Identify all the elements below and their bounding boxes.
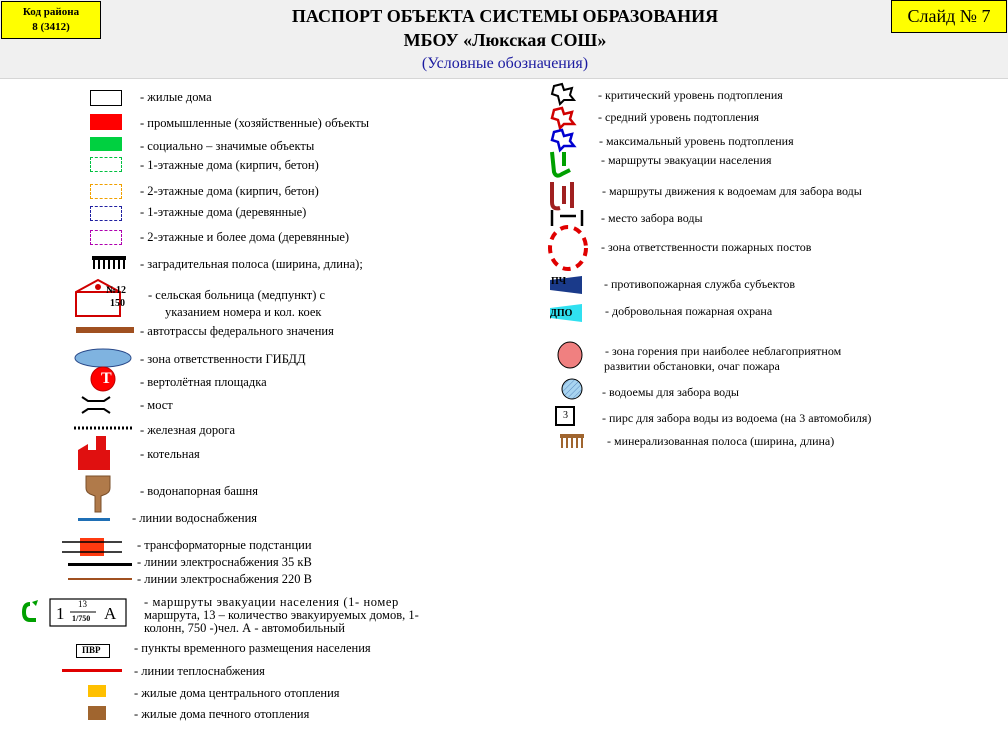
legend-label-burning-zone: - зона горения при наиболее неблагоприятном bbox=[605, 344, 842, 358]
legend-label-wood-2floor: - 2-этажные и более дома (деревянные) bbox=[140, 230, 350, 244]
flood-critical-icon bbox=[550, 82, 576, 106]
stove-heating-icon bbox=[88, 706, 106, 720]
central-heating-icon bbox=[88, 685, 106, 697]
purple-dashed-rect-icon bbox=[90, 230, 122, 245]
railway-icon bbox=[74, 426, 134, 430]
water-line-icon bbox=[78, 518, 110, 521]
legend-label-evacuation-3: колонн, 750 -)чел. А - автомобильный bbox=[144, 621, 345, 635]
legend-label-evacuation-2: маршрута, 13 – количество эвакуируемых домов, 1- bbox=[144, 608, 419, 622]
legend-label-railway: - железная дорога bbox=[140, 423, 236, 437]
legend-label-pier: - пирс для забора воды из водоема (на 3 автомобиля) bbox=[602, 411, 872, 425]
page-caption: (Условные обозначения) bbox=[421, 55, 589, 72]
legend-label-pvr: - пункты временного размещения населения bbox=[134, 641, 371, 655]
barrier-strip-icon bbox=[92, 256, 126, 270]
legend-label-volunteer-fire: - добровольная пожарная охрана bbox=[605, 304, 773, 318]
highway-icon bbox=[76, 327, 134, 333]
district-code-badge bbox=[1, 1, 101, 39]
legend-label-water-line: - линии водоснабжения bbox=[132, 511, 258, 525]
white-rect-icon bbox=[90, 90, 122, 106]
legend-label-water-intake: - место забора воды bbox=[601, 211, 703, 225]
hospital-beds: 150 bbox=[110, 298, 125, 309]
page-title: ПАСПОРТ ОБЪЕКТА СИСТЕМЫ ОБРАЗОВАНИЯ bbox=[291, 6, 719, 26]
legend-label-evac-routes: - маршруты эвакуации населения bbox=[601, 153, 772, 167]
legend-label-brick-1floor: - 1-этажные дома (кирпич, бетон) bbox=[140, 158, 319, 172]
burning-zone-icon bbox=[556, 340, 584, 370]
bridge-icon bbox=[80, 395, 112, 415]
page-subtitle: МБОУ «Люкская СОШ» bbox=[403, 30, 607, 50]
hospital-number: №12 bbox=[106, 285, 127, 296]
mineral-strip-icon bbox=[560, 434, 584, 450]
legend-label-power-220: - линии электроснабжения 220 В bbox=[137, 572, 312, 586]
legend-label-gibdd: - зона ответственности ГИБДД bbox=[140, 352, 306, 366]
flood-max-icon bbox=[550, 128, 576, 152]
red-rect-icon bbox=[90, 114, 122, 130]
legend-label-central-heating: - жилые дома центрального отопления bbox=[134, 686, 340, 700]
legend-label-flood-max: - максимальный уровень подтопления bbox=[599, 134, 794, 148]
evac-route-people: 1/750 bbox=[72, 614, 91, 623]
pvr-label: ПВР bbox=[82, 645, 101, 655]
substation-icon bbox=[62, 536, 122, 558]
legend-label-reservoir: - водоемы для забора воды bbox=[602, 385, 739, 399]
legend-label-fire-service: - противопожарная служба субъектов bbox=[604, 277, 796, 291]
district-code-line1: Код района bbox=[22, 6, 80, 18]
legend-label-boiler: - котельная bbox=[140, 447, 200, 461]
evacuation-arrow-icon bbox=[548, 150, 578, 180]
reservoir-icon bbox=[560, 377, 584, 401]
legend-label-hospital: - сельская больница (медпункт) с bbox=[148, 288, 326, 302]
legend-label-heat-line: - линии теплоснабжения bbox=[134, 664, 265, 678]
orange-dashed-rect-icon bbox=[90, 184, 122, 199]
legend-label-residential: - жилые дома bbox=[140, 90, 212, 104]
legend-label-highway: - автотрассы федерального значения bbox=[140, 324, 334, 338]
legend-label-fire-post-zone: - зона ответственности пожарных постов bbox=[601, 240, 812, 254]
power-line-35-icon bbox=[68, 563, 132, 566]
legend-label-water-routes: - маршруты движения к водоемам для забора воды bbox=[602, 184, 862, 198]
blue-dashed-rect-icon bbox=[90, 206, 122, 221]
legend-label-flood-critical: - критический уровень подтопления bbox=[598, 88, 783, 102]
legend-label-power-35: - линии электроснабжения 35 кВ bbox=[137, 555, 312, 569]
legend-label-stove-heating: - жилые дома печного отопления bbox=[134, 707, 310, 721]
fire-service-label: ПЧ bbox=[551, 276, 567, 287]
evac-route-type: А bbox=[104, 604, 117, 623]
evac-route-houses: 13 bbox=[78, 599, 87, 609]
legend-label-brick-2floor: - 2-этажные дома (кирпич, бетон) bbox=[140, 184, 319, 198]
legend-label-evacuation-1: - маршруты эвакуации населения (1- номер bbox=[144, 595, 399, 609]
power-line-220-icon bbox=[68, 578, 132, 580]
legend-label-flood-medium: - средний уровень подтопления bbox=[598, 110, 760, 124]
legend-label-social: - социально – значимые объекты bbox=[140, 139, 315, 153]
green-rect-icon bbox=[90, 137, 122, 151]
volunteer-fire-label: ДПО bbox=[550, 308, 573, 319]
helipad-letter: Т bbox=[101, 370, 112, 387]
pier-number: 3 bbox=[563, 410, 568, 421]
legend-label-substation: - трансформаторные подстанции bbox=[137, 538, 312, 552]
flood-medium-icon bbox=[550, 106, 576, 130]
district-code-line2: 8 (3412) bbox=[32, 21, 70, 33]
heat-line-icon bbox=[62, 669, 122, 672]
legend-label-hospital-2: указанием номера и кол. коек bbox=[165, 305, 322, 319]
legend-label-water-tower: - водонапорная башня bbox=[140, 484, 258, 498]
water-tower-icon bbox=[84, 474, 112, 514]
fire-post-zone-icon bbox=[546, 224, 590, 272]
green-dashed-rect-icon bbox=[90, 157, 122, 172]
legend-label-wood-1floor: - 1-этажные дома (деревянные) bbox=[140, 205, 307, 219]
slide-number-badge: Слайд № 7 bbox=[891, 0, 1007, 33]
legend-label-mineral-strip: - минерализованная полоса (ширина, длина) bbox=[607, 434, 835, 448]
legend-label-bridge: - мост bbox=[140, 398, 173, 412]
legend-label-burning-zone-2: развитии обстановки, очаг пожара bbox=[604, 359, 780, 373]
evac-route-number: 1 bbox=[56, 604, 65, 623]
boiler-house-icon bbox=[76, 436, 112, 472]
legend-label-barrier: - заградительная полоса (ширина, длина); bbox=[140, 257, 363, 271]
legend-label-industrial: - промышленные (хозяйственные) объекты bbox=[140, 116, 370, 130]
gibdd-zone-icon bbox=[74, 348, 132, 368]
legend-label-helipad: - вертолётная площадка bbox=[140, 375, 267, 389]
